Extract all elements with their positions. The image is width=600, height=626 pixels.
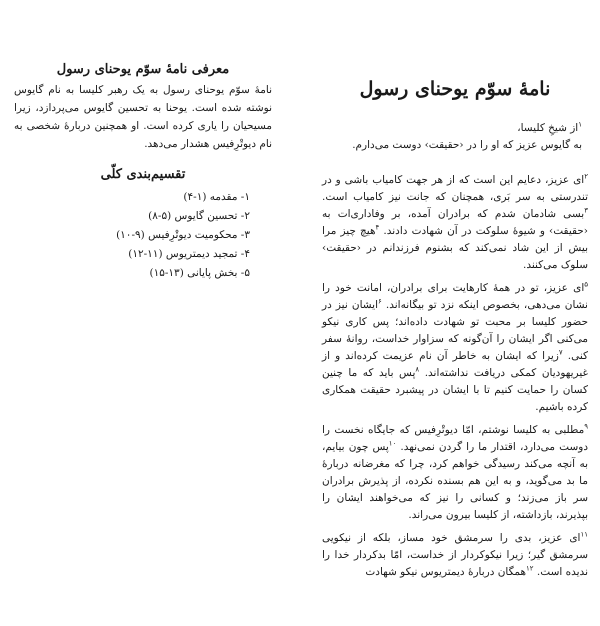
scripture-paragraph — [322, 280, 588, 416]
verse-text: پس باید که ما چنین کسان را حمایت کنیم تا با ایشان در پیشبرد حقیقت همکاری کرده باشیم. — [322, 367, 588, 413]
verse-number: ۸ — [415, 365, 420, 374]
verse-text: مطلبی به کلیسا نوشتم، امّا دیوتْرِفیس که جایگاه نخست را دوست می‌دارد، اقتدار ما را گردن نمی‌نهد. — [322, 424, 589, 453]
greeting-line-1 — [322, 120, 582, 137]
outline-item: ۳- محکومیت دیوتْرِفیس (۹-۱۰) — [116, 229, 250, 241]
outline-item: ۲- تحسین گایوس (۵-۸) — [148, 210, 250, 222]
outline-item: ۵- بخش پایانی (۱۳-۱۵) — [149, 267, 250, 279]
book-title: نامۀ سوّم یوحنای رسول — [359, 78, 551, 100]
verse-text: ایشان نیز در حضور کلیسا بر محبت تو شهادت داده‌اند؛ پس کاری نیکو می‌کنی اگر ایشان را آن‌گونه که سزاوار خداست، روانۀ سفر کنی. — [322, 299, 588, 362]
scripture-column — [322, 78, 588, 587]
introduction-column — [14, 62, 272, 283]
verse-text: ای عزیز، دعایم این است که از هر جهت کامیاب باشی و در تندرستی به سر بَری، همچنان که جانت نیز کامیاب است. — [322, 174, 588, 203]
verse-number: ۱۱ — [580, 530, 588, 539]
intro-text: نامۀ سوّم یوحنای رسول به یک رهبر کلیسا به نام گایوس نوشته شده است. یوحنا به تحسین گایوس می‌پردازد، زیرا مسیحیان را یاری کرده است. او همچنین دربارۀ شخصی به نام دیوتْرِفیس هشدار می‌دهد. — [14, 84, 272, 150]
verse-number: ۷ — [558, 348, 563, 357]
verse-number: ۲ — [584, 172, 588, 181]
verse-text: بسی شادمان شدم که برادران آمده، بر وفاداری‌ات به ‹حقیقت› و شیوۀ سلوکت در آن شهادت دادند. — [322, 208, 588, 237]
verse-number: ۱۲ — [526, 564, 534, 573]
greeting-line-2: به گایوس عزیز که او را در ‹حقیقت› دوست می‌دارم. — [352, 139, 582, 151]
outline-item: ۴- تمجید دیمتریوس (۱۱-۱۲) — [128, 248, 250, 260]
verse-text: ای عزیز، تو در همۀ کارهایت برای برادران، امانت خود را نشان می‌دهی، بخصوص اینکه نزد تو بیگانه‌اند. — [322, 282, 588, 311]
outline-title: تقسیم‌بندی کلّی — [100, 167, 186, 182]
verse-text: همگان دربارۀ دیمتریوس نیکو شهادت — [365, 566, 527, 578]
outline-list — [14, 188, 272, 283]
verse-text: هیچ چیز مرا بیش از این شاد نمی‌کند که بشنوم فرزندانم در ‹حقیقت› سلوک می‌کنند. — [322, 225, 588, 271]
verse-number: ۶ — [378, 297, 382, 306]
verse-number: ۱۰ — [388, 439, 397, 448]
verse-number: ۴ — [375, 223, 380, 232]
verse-number: ۳ — [584, 206, 588, 215]
verse-text: زیرا که ایشان به خاطر آن نام عزیمت کرده‌اند و از غیریهودیان کمکی دریافت نداشته‌اند. — [322, 350, 588, 379]
scripture-paragraph — [322, 422, 588, 524]
verse-text: پس چون بیایم، به آنچه می‌کند رسیدگی خواهم کرد، چرا که مغرضانه دربارۀ ما بد می‌گوید، و به این هم بسنده نکرده، از پذیرش برادران سر باز می‌زند؛ و کسانی را نیز که می‌خواهند ایشان را بپذیرند، بازداشته، از کلیسا بیرون می‌راند. — [322, 441, 588, 521]
verse-number: ۱ — [578, 120, 582, 129]
outline-item: ۱- مقدمه (۱-۴) — [183, 191, 250, 203]
scripture-paragraph — [322, 530, 588, 581]
scripture-paragraph — [322, 172, 588, 274]
verse-number: ۹ — [584, 422, 588, 431]
greeting-sender: از شیخِ کلیسا، — [517, 122, 579, 134]
verse-number: ۵ — [584, 280, 588, 289]
intro-heading: معرفی نامۀ سوّم یوحنای رسول — [56, 62, 230, 77]
greeting — [322, 120, 582, 154]
verse-text: ای عزیز، بدی را سرمشق خود مساز، بلکه از نیکویی سرمشق گیر؛ زیرا نیکوکردار از خداست، امّا بدکردار خدا را ندیده است. — [322, 532, 588, 578]
